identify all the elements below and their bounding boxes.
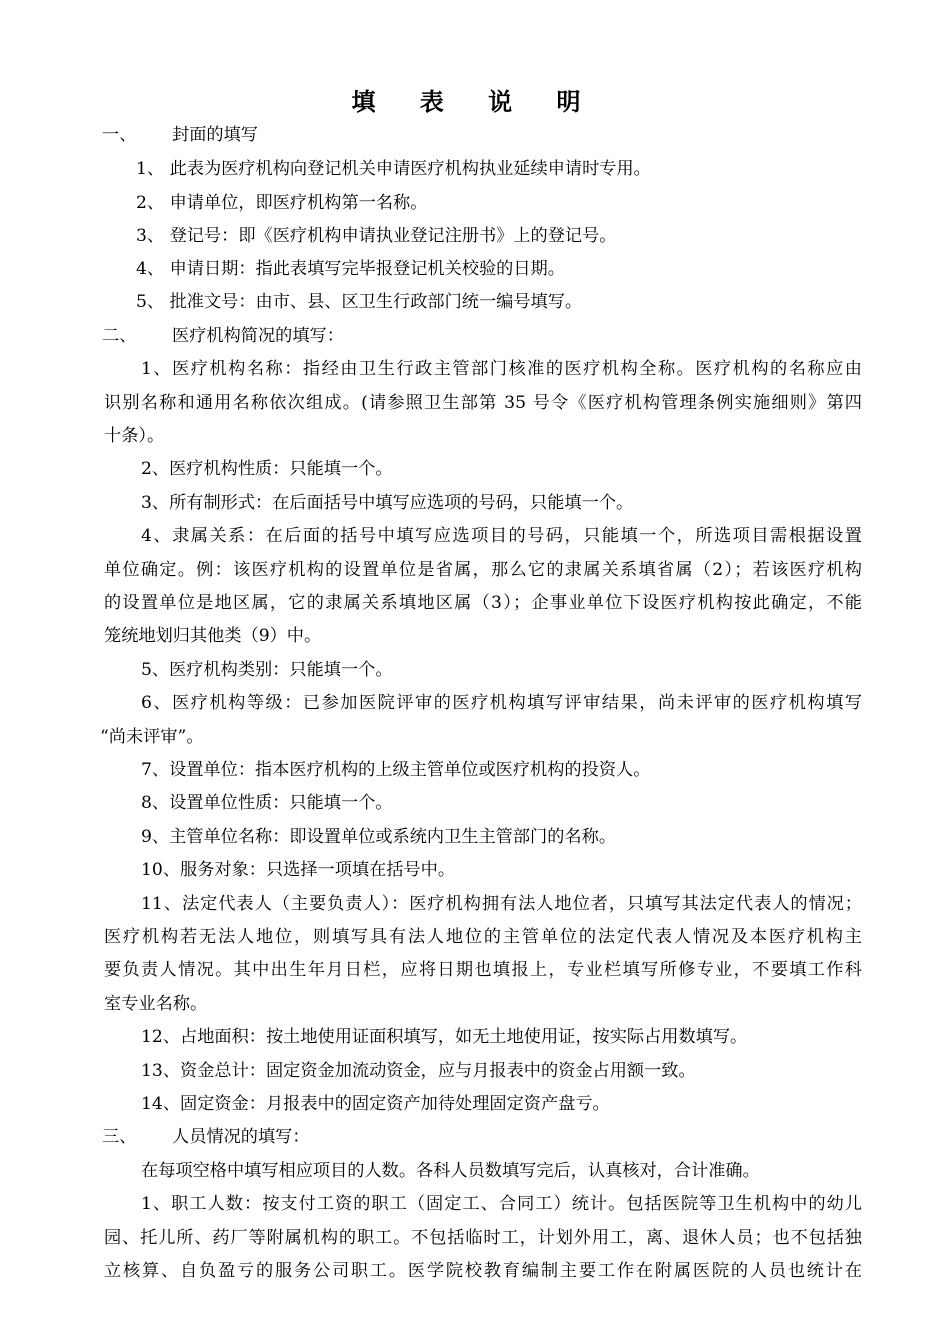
paragraph-line: 2、医疗机构性质：只能填一个。 [141, 459, 393, 479]
paragraph-line: 在每项空格中填写相应项目的人数。各科人员数填写完后，认真核对，合计准确。 [141, 1161, 760, 1181]
paragraph-line: 11、法定代表人（主要负责人）：医疗机构拥有法人地位者，只填写其法定代表人的情况； [141, 894, 862, 914]
section-heading [0, 1121, 950, 1154]
list-item: 4、 申请日期：指此表填写完毕报登记机关校验的日期。 [136, 259, 565, 279]
list-item: 5、 批准文号：由市、县、区卫生行政部门统一编号填写。 [136, 292, 583, 312]
list-item: 2、 申请单位，即医疗机构第一名称。 [136, 193, 428, 213]
paragraph-line: 10、服务对象：只选择一项填在括号中。 [141, 860, 456, 880]
paragraph-line: 6、医疗机构等级：已参加医院评审的医疗机构填写评审结果，尚未评审的医疗机构填写 [141, 693, 862, 713]
paragraph-line: 8、设置单位性质：只能填一个。 [141, 793, 393, 813]
paragraph-line: 3、所有制形式：在后面括号中填写应选项的号码，只能填一个。 [141, 493, 634, 513]
paragraph-line: 室专业名称。 [104, 994, 208, 1014]
section-heading [0, 320, 950, 353]
section-number: 二、 [102, 326, 137, 346]
paragraph-line: 9、主管单位名称：即设置单位或系统内卫生主管部门的名称。 [141, 827, 617, 847]
paragraph-line: 的设置单位是地区属，它的隶属关系填地区属（3）；企事业单位下设医疗机构按此确定，不能 [104, 593, 862, 613]
paragraph-line: 医疗机构若无法人地位，则填写具有法人地位的主管单位的法定代表人情况及本医疗机构主 [104, 927, 862, 947]
paragraph-line: 5、医疗机构类别：只能填一个。 [141, 660, 393, 680]
paragraph-line: 14、固定资金：月报表中的固定资产加待处理固定资产盘亏。 [141, 1094, 610, 1114]
paragraph-line: 13、资金总计：固定资金加流动资金，应与月报表中的资金占用额一致。 [141, 1061, 696, 1081]
section-title: 人员情况的填写： [172, 1127, 310, 1147]
list-item: 3、 登记号：即《医疗机构申请执业登记注册书》上的登记号。 [136, 226, 617, 246]
paragraph-line: 识别名称和通用名称依次组成。(请参照卫生部第 35 号令《医疗机构管理条例实施细则》第四 [104, 393, 862, 413]
paragraph-line: 立核算、自负盈亏的服务公司职工。医学院校教育编制主要工作在附属医院的人员也统计在 [104, 1261, 862, 1281]
section-number: 一、 [102, 125, 137, 145]
section-title: 医疗机构简况的填写： [172, 326, 344, 346]
paragraph-line: 园、托儿所、药厂等附属机构的职工。不包括临时工，计划外用工，离、退休人员；也不包括独 [104, 1228, 862, 1248]
paragraph-line: “尚未评审”。 [100, 727, 204, 747]
paragraph-line: 要负责人情况。其中出生年月日栏，应将日期也填报上，专业栏填写所修专业，不要填工作科 [104, 960, 862, 980]
paragraph-line: 1、职工人数：按支付工资的职工（固定工、合同工）统计。包括医院等卫生机构中的幼儿 [141, 1194, 862, 1214]
paragraph-line: 1、医疗机构名称：指经由卫生行政主管部门核准的医疗机构全称。医疗机构的名称应由 [141, 359, 862, 379]
paragraph-line: 4、隶属关系：在后面的括号中填写应选项目的号码，只能填一个，所选项目需根据设置 [141, 526, 862, 546]
paragraph-line: 单位确定。例：该医疗机构的设置单位是省属，那么它的隶属关系填省属（2）；若该医疗机构 [104, 560, 862, 580]
paragraph-line: 12、占地面积：按土地使用证面积填写，如无土地使用证，按实际占用数填写。 [141, 1027, 748, 1047]
paragraph-line: 笼统地划归其他类（9）中。 [104, 626, 322, 646]
section-heading [0, 119, 950, 152]
paragraph-line: 7、设置单位：指本医疗机构的上级主管单位或医疗机构的投资人。 [141, 760, 651, 780]
page-title: 填 表 说 明 [351, 87, 599, 116]
paragraph-line: 十条）。 [104, 426, 165, 446]
section-number: 三、 [102, 1127, 137, 1147]
list-item: 1、 此表为医疗机构向登记机关申请医疗机构执业延续申请时专用。 [136, 159, 651, 179]
section-title: 封面的填写 [172, 125, 258, 145]
